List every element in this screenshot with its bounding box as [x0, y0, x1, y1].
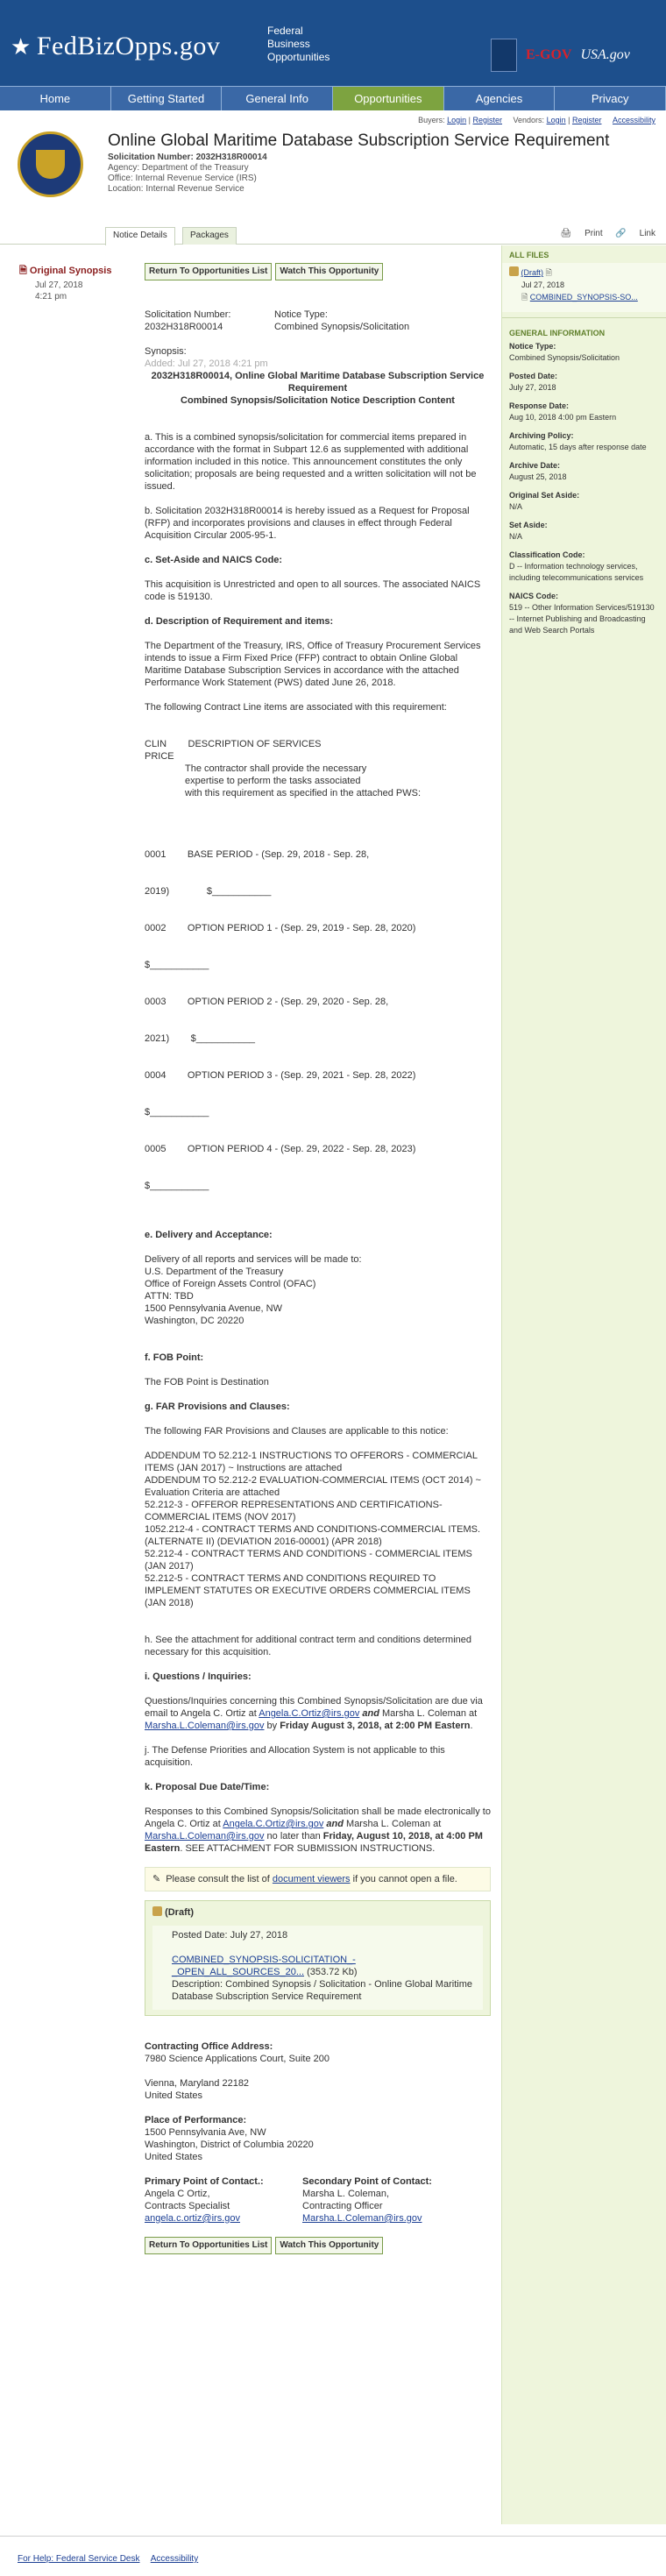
files-list: (Draft) 🗎 Jul 27, 2018 🗎 COMBINED_SYNOPSIS-SO...: [502, 263, 666, 312]
vendor-register-link[interactable]: Register: [571, 116, 602, 124]
general-info-heading: GENERAL INFORMATION: [509, 329, 606, 337]
email-ortiz-link[interactable]: Angela.C.Ortiz@irs.gov: [259, 1708, 360, 1719]
tab-notice-details[interactable]: Notice Details: [105, 227, 175, 245]
notice-summary: Solicitation Number: 2032H318R00014 Notice Type: Combined Synopsis/Solicitation: [145, 309, 410, 332]
email-coleman-link[interactable]: Marsha.L.Coleman@irs.gov: [145, 1721, 265, 1731]
notice-body: Return To Opportunities List Watch This Opportunity Solicitation Number: 2032H318R00014 Notice Type: Combined Synopsis/Solicitation Synopsis: Added: Jul 27, 2018 4:21 pm 2032H318R00014, Online Global Maritime Database Subscription Service Requirement Combined Synopsis/Solicitation Notice Description Content a. This is a combined synopsis/solicitation for commercial items prepared in accordance with the format in Subpart 12.6 as supplemented with additional information included in this notice. This announcement constitutes the only solicitation; proposals are being requested and a written solicitation will not be issued. b. Solicitation 2032H318R00014 is hereby issued as a Request for Proposal (RFP) and incorporates provisions and clauses in effect through Federal Acquisition Circular 2005-95-1. c. Set-Aside and NAICS Code: This acquisition is Unrestricted and open to all sources. The associated NAICS code is 519130. d. Description of Requirement and items: The Department of the Treasury, IRS, Office of Treasury Procurement Services intends to issue a Firm Fixed Price (FFP) contract to obtain Online Global Maritime Database Subscription Services in accordance with the attached Performance Work Statement (PWS) dated June 26, 2018. The following Contract Line items are associated with this requirement: CLIN DESCRIPTION OF SERVICES PRICE The contractor shall provide the necessary expertise to perform the tasks associated with this requirement as specified in the attached PWS: 0001 BASE PERIOD - (Sep. 29, 2018 - Sep. 28, 2019) $___________ 0002 OPTION PERIOD 1 - (Sep. 29, 2019 - Sep. 28, 2020) $___________ 0003 OPTION PERIOD 2 - (Sep. 29, 2020 - Sep. 28, 2021) $___________ 0004 OPTION PERIOD 3 - (Sep. 29, 2021 - Sep. 28, 2022) $___________ 0005 OPTION PERIOD 4 - (Sep. 29, 2022 - Sep. 28, 2023) $___________ e. Delivery and Acceptance: Delivery of all reports and services will be made to: U.S. Department of the Treasury Office of Foreign Assets Control (OFAC) ATTN: TBD 1500 Pennsylvania Avenue, NW Washington, DC 20220 f. FOB Point: The FOB Point is Destination g. FAR Provisions and Clauses: The following FAR Provisions and Clauses are applicable to this notice: ADDENDUM TO 52.212-1 INSTRUCTIONS TO OFFERORS - COMMERCIAL ITEMS (JAN 2017) ~ Instructions are attached ADDENDUM TO 52.212-2 EVALUATION-COMMERCIAL ITEMS (OCT 2014) ~ Evaluation Criteria are attached 52.212-3 - OFFEROR REPRESENTATIONS AND CERTIFICATIONS-COMMERCIAL ITEMS (NOV 2017) 1052.212-4 - CONTRACT TERMS AND CONDITIONS-COMMERCIAL ITEMS. (ALTERNATE II) (DEVIATION 2016-00001) (APR 2018) 52.212-4 - CONTRACT TERMS AND CONDITIONS - COMMERCIAL ITEMS (JAN 2017) 52.212-5 - CONTRACT TERMS AND CONDITIONS REQUIRED TO IMPLEMENT STATUTES OR EXECUTIVE ORDERS COMMERCIAL ITEMS (JAN 2018) h. See the attachment for additional contract term and conditions determined necessary for this acquisition. i. Questions / Inquiries: Questions/Inquiries concerning this Combined Synopsis/Solicitation are due via email to Angela C. Ortiz at Angela.C.Ortiz@irs.gov and Marsha L. Coleman at Marsha.L.Coleman@irs.gov by Friday August 3, 2018, at 2:00 PM Eastern. j. The Defense Priorities and Allocation System is not applicable to this acquisition. k. Proposal Due Date/Time: Responses to this Combined Synopsis/Solicitation shall be made electronically to Angela C. Ortiz at Angela.C.Ortiz@irs.gov and Marsha L. Coleman at Marsha.L.Coleman@irs.gov no later than Friday, August 10, 2018, at 4:00 PM Eastern. SEE ATTACHMENT FOR SUBMISSION INSTRUCTIONS. ✎ Please consult the list of document viewers if you cannot open a file. (Draft) Posted Date: July 27, 2018 COMBINED_SYNOPSIS-SOLICITATION_-_OPEN_ALL_SOURCES_20... (353.72 Kb) Description: Combined Synopsis / Solicitation - Online Global Maritime Database Subscription Service Requirement Contracting Office Address: 7980 Science Applications Court, Suite 200 Vienna, Maryland 22182 United States Place of Performance: 1500 Pennsylvania Ave, NW Washington, District of Columbia 20220 United States Primary Point of Contact.: Angela C Ortiz, Contracts Specialist angela.c.ortiz@irs.gov Secondary Point of Contact: Marsha L. Coleman, Contracting Officer Marsha.L.Coleman@irs.gov Return To Opportunities List Watch This Opportunity: [145, 263, 491, 2282]
secondary-contact-email[interactable]: Marsha.L.Coleman@irs.gov: [302, 2213, 422, 2224]
tab-packages[interactable]: Packages: [182, 227, 237, 245]
gsa-seal-icon: [491, 39, 517, 72]
pencil-icon: ✎: [152, 1874, 161, 1884]
nav-privacy[interactable]: Privacy: [555, 87, 666, 110]
nav-agencies[interactable]: Agencies: [444, 87, 556, 110]
email-ortiz-link[interactable]: Angela.C.Ortiz@irs.gov: [223, 1819, 324, 1829]
primary-contact-email[interactable]: angela.c.ortiz@irs.gov: [145, 2213, 240, 2224]
document-icon: 🗎: [19, 266, 27, 276]
nav-general-info[interactable]: General Info: [222, 87, 333, 110]
document-icon: 🗎: [545, 268, 552, 277]
file-link[interactable]: COMBINED_SYNOPSIS-SO...: [529, 293, 638, 302]
page-title: Online Global Maritime Database Subscription Service Requirement: [108, 131, 610, 150]
synopsis-history: 🗎 Original Synopsis Jul 27, 2018 4:21 pm: [19, 263, 116, 302]
original-synopsis-link[interactable]: 🗎 Original Synopsis: [19, 266, 112, 276]
partner-logos: [491, 35, 653, 75]
print-link[interactable]: 🖨 Print: [560, 229, 603, 238]
egov-logo[interactable]: E-GOV: [526, 47, 572, 62]
nav-opportunities[interactable]: Opportunities: [333, 87, 444, 110]
package-panel: (Draft) Posted Date: July 27, 2018 COMBINED_SYNOPSIS-SOLICITATION_-_OPEN_ALL_SOURCES_20... (353.72 Kb) Description: Combined Synopsis / Solicitation - Online Global Maritime Database Subscription Service Requirement: [145, 1900, 491, 2016]
return-to-list-button[interactable]: Return To Opportunities List: [145, 2237, 272, 2254]
treasury-seal-icon: [18, 131, 83, 197]
file-icon: 🗎: [521, 293, 528, 302]
package-file-link[interactable]: COMBINED_SYNOPSIS-SOLICITATION_-_OPEN_ALL_SOURCES_20...: [172, 1955, 356, 1977]
site-footer: [0, 2536, 666, 2576]
buyer-register-link[interactable]: Register: [472, 116, 503, 124]
footer-accessibility-link[interactable]: Accessibility: [150, 2554, 199, 2564]
notice-title-block: [0, 131, 666, 228]
site-logo[interactable]: ★ FedBizOpps.gov: [11, 32, 221, 60]
account-links: Buyers: Login | Register Vendors: Login | Register Accessibility: [418, 116, 655, 124]
buyer-login-link[interactable]: Login: [447, 116, 467, 124]
return-to-list-button[interactable]: Return To Opportunities List: [145, 263, 272, 280]
site-tagline: Federal Business Opportunities: [267, 25, 330, 63]
watch-opportunity-button[interactable]: Watch This Opportunity: [275, 263, 383, 280]
contracting-info: Contracting Office Address: 7980 Science Applications Court, Suite 200 Vienna, Maryland 22182 United States Place of Performance: 1500 Pennsylvania Ave, NW Washington, District of Columbia 20220 United States Primary Point of Contact.: Angela C Ortiz, Contracts Specialist angela.c.ortiz@irs.gov Secondary Point of Contact: Marsha L. Coleman, Contracting Officer Marsha.L.Coleman@irs.gov: [145, 2040, 491, 2225]
info-sidebar: [501, 245, 666, 2524]
all-files-heading: ALL FILES: [509, 251, 549, 259]
document-viewers-link[interactable]: document viewers: [272, 1874, 351, 1884]
tab-bar: [0, 225, 666, 245]
general-info: Notice Type: Combined Synopsis/Solicitation Posted Date: July 27, 2018 Response Date: Aug 10, 2018 4:00 pm Eastern Archiving Policy: Automatic, 15 days after response date Archive Date: August 25, 2018 Original Set Aside: N/A Set Aside: N/A Classification Code: D -- Information technology services, including telecommunications services NAICS Code: 519 -- Other Information Services/519130 -- Internet Publishing and Broadcasting and Web Search Portals: [509, 342, 655, 635]
clin-list: 0001 BASE PERIOD - (Sep. 29, 2018 - Sep. 28, 2019) $___________ 0002 OPTION PERIOD 1 - (Sep. 29, 2019 - Sep. 28, 2020) $___________ 0003 OPTION PERIOD 2 - (Sep. 29, 2020 - Sep. 28, 2021) $___________ 0004 OPTION PERIOD 3 - (Sep. 29, 2021 - Sep. 28, 2022) $___________ 0005 OPTION PERIOD 4 - (Sep. 29, 2022 - Sep. 28, 2023) $___________: [145, 849, 416, 1191]
notice-meta: Solicitation Number: 2032H318R00014 Agency: Department of the Treasury Office: Internal Revenue Service (IRS) Location: Internal Revenue Service: [108, 153, 267, 194]
usagov-logo[interactable]: USA.gov: [580, 47, 630, 62]
nav-home[interactable]: Home: [0, 87, 111, 110]
nav-getting-started[interactable]: Getting Started: [111, 87, 223, 110]
help-desk-link[interactable]: For Help: Federal Service Desk: [18, 2554, 140, 2564]
package-icon: [152, 1906, 162, 1916]
star-icon: ★: [11, 34, 32, 60]
email-coleman-link[interactable]: Marsha.L.Coleman@irs.gov: [145, 1831, 265, 1842]
link-link[interactable]: 🔗 Link: [615, 229, 655, 238]
accessibility-link[interactable]: Accessibility: [612, 116, 655, 124]
package-icon: [509, 266, 519, 276]
watch-opportunity-button[interactable]: Watch This Opportunity: [275, 2237, 383, 2254]
synopsis-label: Synopsis:: [145, 346, 187, 357]
viewer-note: ✎ Please consult the list of document viewers if you cannot open a file.: [145, 1867, 491, 1891]
vendor-login-link[interactable]: Login: [546, 116, 566, 124]
site-header: [0, 0, 666, 86]
page-actions: [550, 229, 655, 238]
main-nav: [0, 86, 666, 112]
draft-link[interactable]: (Draft): [521, 268, 544, 277]
